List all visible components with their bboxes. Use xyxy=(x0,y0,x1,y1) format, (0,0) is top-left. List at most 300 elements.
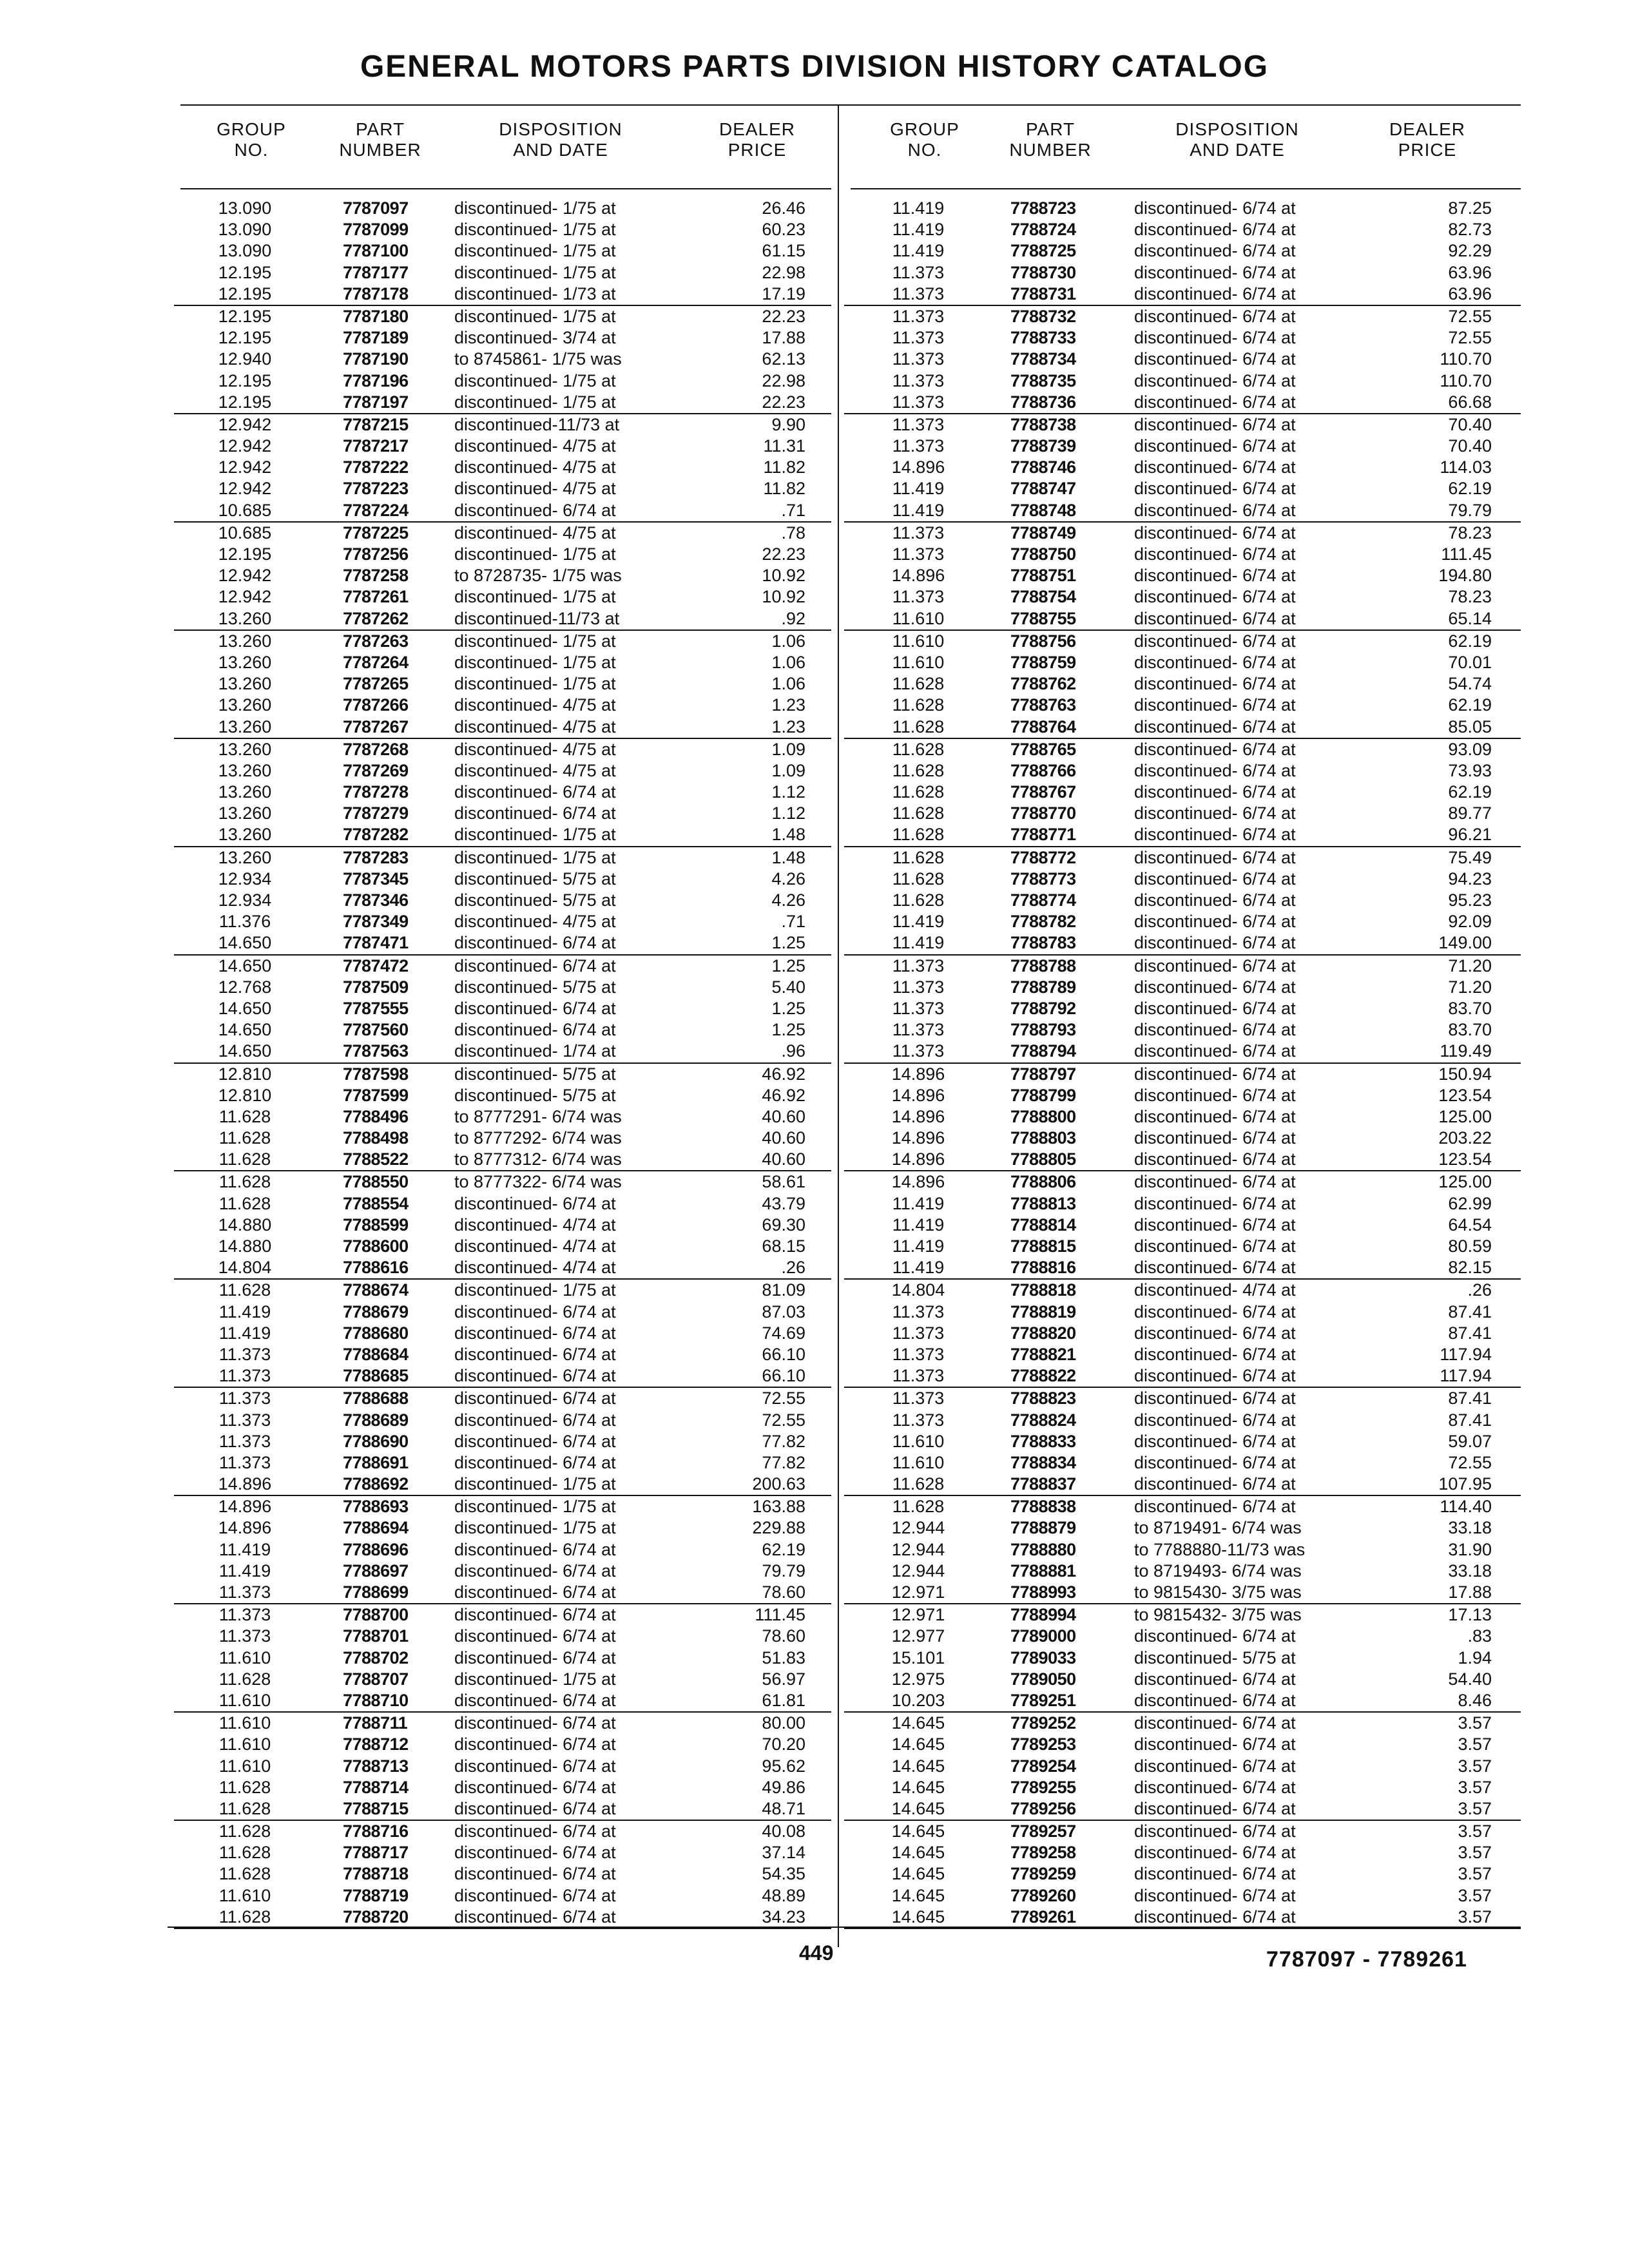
group-no: 11.628 xyxy=(218,1777,271,1797)
group-no: 12.942 xyxy=(218,457,272,477)
disposition: discontinued- 1/75 at xyxy=(454,1497,616,1517)
part-number: 7788680 xyxy=(343,1323,409,1343)
table-row xyxy=(174,1236,831,1257)
table-row xyxy=(174,284,831,306)
dealer-price: 70.20 xyxy=(762,1735,805,1754)
dealer-price: 1.94 xyxy=(1458,1648,1492,1667)
part-number: 7787217 xyxy=(343,436,409,456)
part-number: 7787349 xyxy=(343,912,409,932)
table-row xyxy=(174,1604,831,1626)
group-no: 13.090 xyxy=(218,220,272,240)
group-no: 11.373 xyxy=(892,1389,945,1408)
group-no: 11.373 xyxy=(218,1582,271,1602)
disposition: discontinued- 6/74 at xyxy=(1134,1172,1296,1192)
disposition: discontinued- 6/74 at xyxy=(1134,631,1296,651)
part-number: 7788746 xyxy=(1010,457,1076,477)
group-no: 12.195 xyxy=(218,328,272,348)
table-row xyxy=(174,1713,831,1734)
part-number: 7787599 xyxy=(343,1085,409,1105)
dealer-price: 3.57 xyxy=(1458,1798,1492,1818)
group-no: 12.195 xyxy=(218,284,272,303)
group-no: 11.628 xyxy=(892,825,945,845)
table-row xyxy=(844,803,1521,824)
disposition: discontinued- 1/75 at xyxy=(454,1474,616,1494)
disposition: discontinued- 6/74 at xyxy=(1134,739,1296,759)
table-row xyxy=(844,739,1521,760)
group-no: 13.260 xyxy=(218,608,272,628)
table-row xyxy=(174,1106,831,1128)
part-number-header-right: PART NUMBER xyxy=(1009,119,1092,160)
group-no: 11.419 xyxy=(892,1193,945,1213)
part-number: 7788554 xyxy=(343,1193,409,1213)
dealer-price: 34.23 xyxy=(762,1907,805,1927)
group-no: 11.628 xyxy=(892,716,945,736)
table-row xyxy=(174,1756,831,1777)
table-row xyxy=(174,1085,831,1106)
part-number: 7787261 xyxy=(343,587,409,607)
group-no: 11.628 xyxy=(218,1172,271,1192)
disposition: discontinued- 6/74 at xyxy=(454,1735,616,1754)
dealer-price: 92.29 xyxy=(1448,241,1492,261)
part-number: 7788789 xyxy=(1010,977,1076,997)
group-no: 13.260 xyxy=(218,631,272,651)
part-number: 7788770 xyxy=(1010,803,1076,823)
part-number: 7788685 xyxy=(343,1366,409,1386)
dealer-price: 61.15 xyxy=(762,241,805,261)
disposition: discontinued- 6/74 at xyxy=(454,500,616,520)
part-number: 7788522 xyxy=(343,1149,409,1169)
part-number: 7788792 xyxy=(1010,998,1076,1018)
group-no: 11.628 xyxy=(218,1821,271,1841)
table-row xyxy=(174,1019,831,1041)
part-number: 7788716 xyxy=(343,1821,409,1841)
group-no: 14.645 xyxy=(891,1907,945,1927)
disposition: to 7788880-11/73 was xyxy=(1134,1539,1306,1559)
dealer-price: 85.05 xyxy=(1448,716,1492,736)
disposition: discontinued- 6/74 at xyxy=(454,1885,616,1905)
dealer-price: 107.95 xyxy=(1438,1474,1492,1494)
disposition: discontinued- 6/74 at xyxy=(1134,912,1296,932)
table-row xyxy=(174,1041,831,1063)
dealer-price: 150.94 xyxy=(1438,1064,1492,1084)
group-no-header-right: GROUP NO. xyxy=(890,119,959,160)
disposition: discontinued- 4/74 at xyxy=(454,1215,616,1235)
dealer-price: 11.82 xyxy=(763,457,805,477)
disposition: discontinued- 6/74 at xyxy=(454,1843,616,1863)
group-no: 11.373 xyxy=(892,956,945,975)
dealer-price: 80.59 xyxy=(1448,1236,1492,1256)
group-no: 14.896 xyxy=(891,1128,945,1148)
dealer-price: .96 xyxy=(781,1041,805,1061)
disposition: discontinued- 6/74 at xyxy=(1134,457,1296,477)
group-no: 14.650 xyxy=(218,956,272,975)
group-no: 14.896 xyxy=(891,1149,945,1169)
group-no: 11.610 xyxy=(218,1885,271,1905)
dealer-price: 123.54 xyxy=(1438,1149,1492,1169)
disposition: discontinued- 6/74 at xyxy=(1134,566,1296,586)
dealer-price: 87.41 xyxy=(1448,1389,1492,1408)
table-row xyxy=(844,1064,1521,1085)
group-no: 11.373 xyxy=(892,544,945,564)
group-no: 11.610 xyxy=(218,1756,271,1776)
dealer-price: 11.82 xyxy=(763,479,805,499)
dealer-price: 63.96 xyxy=(1448,262,1492,282)
part-number: 7788755 xyxy=(1010,608,1076,628)
table-row xyxy=(844,586,1521,608)
group-no: 11.419 xyxy=(892,198,945,218)
table-row xyxy=(844,500,1521,523)
dealer-price: 46.92 xyxy=(762,1085,805,1105)
part-number: 7788734 xyxy=(1010,349,1076,369)
group-no: 12.195 xyxy=(218,544,272,564)
dealer-price: 22.23 xyxy=(762,392,805,412)
group-no: 12.195 xyxy=(218,306,272,326)
table-row xyxy=(174,869,831,890)
part-number: 7788803 xyxy=(1010,1128,1076,1148)
group-no: 11.373 xyxy=(892,977,945,997)
bottom-rule xyxy=(168,1927,1521,1928)
table-row xyxy=(174,370,831,392)
disposition: discontinued- 1/75 at xyxy=(454,652,616,672)
table-row xyxy=(174,1064,831,1085)
part-number: 7788707 xyxy=(343,1669,409,1689)
table-row xyxy=(174,327,831,349)
disposition: discontinued- 6/74 at xyxy=(454,1020,616,1040)
group-no: 11.373 xyxy=(218,1344,271,1364)
group-no: 14.645 xyxy=(891,1821,945,1841)
disposition: discontinued- 6/74 at xyxy=(1134,1193,1296,1213)
dealer-price: 114.03 xyxy=(1440,457,1492,477)
part-number: 7788750 xyxy=(1010,544,1076,564)
dealer-price: 1.25 xyxy=(771,1020,805,1040)
group-no: 11.373 xyxy=(892,349,945,369)
dealer-price: 229.88 xyxy=(752,1518,805,1538)
group-no: 11.373 xyxy=(892,306,945,326)
disposition: to 8745861- 1/75 was xyxy=(454,349,622,369)
part-number: 7787283 xyxy=(343,847,409,867)
disposition: discontinued- 6/74 at xyxy=(454,1302,616,1321)
group-no: 14.645 xyxy=(891,1885,945,1905)
dealer-price: 64.54 xyxy=(1448,1215,1492,1235)
table-row xyxy=(844,1777,1521,1798)
left-header-rule xyxy=(180,188,831,189)
group-no: 12.942 xyxy=(218,436,272,456)
disposition: discontinued- 6/74 at xyxy=(1134,1128,1296,1148)
group-no: 13.090 xyxy=(218,241,272,261)
disposition: discontinued- 6/74 at xyxy=(1134,1410,1296,1430)
disposition: discontinued- 6/74 at xyxy=(1134,1452,1296,1472)
dealer-price: 62.13 xyxy=(762,349,805,369)
disposition: discontinued- 6/74 at xyxy=(454,1648,616,1667)
disposition: discontinued- 4/75 at xyxy=(454,760,616,780)
dealer-price: 65.14 xyxy=(1448,608,1492,628)
group-no: 11.419 xyxy=(892,220,945,240)
disposition: to 8777322- 6/74 was xyxy=(454,1172,622,1192)
dealer-price: 77.82 xyxy=(762,1431,805,1451)
group-no: 11.628 xyxy=(218,1669,271,1689)
disposition: to 8719491- 6/74 was xyxy=(1134,1518,1302,1538)
disposition: discontinued- 6/74 at xyxy=(1134,284,1296,303)
dealer-price: 17.88 xyxy=(762,328,805,348)
disposition: discontinued- 6/74 at xyxy=(454,1193,616,1213)
group-no: 11.373 xyxy=(218,1626,271,1646)
dealer-price: 4.26 xyxy=(771,869,805,889)
group-no: 11.610 xyxy=(218,1713,271,1733)
group-no: 11.373 xyxy=(218,1452,271,1472)
disposition: discontinued- 1/75 at xyxy=(454,306,616,326)
group-no: 11.628 xyxy=(892,803,945,823)
group-no: 13.260 xyxy=(218,652,272,672)
group-no: 10.203 xyxy=(891,1690,945,1710)
group-no: 11.419 xyxy=(218,1323,271,1343)
part-number: 7788689 xyxy=(343,1410,409,1430)
disposition: discontinued- 6/74 at xyxy=(1134,328,1296,348)
dealer-price: .78 xyxy=(781,523,805,543)
group-no: 14.896 xyxy=(891,1172,945,1192)
group-no: 11.419 xyxy=(892,1215,945,1235)
group-no: 11.628 xyxy=(892,1474,945,1494)
left-parts-list xyxy=(174,198,831,1929)
disposition: discontinued- 6/74 at xyxy=(1134,1085,1296,1105)
dealer-price: 11.31 xyxy=(763,436,805,456)
disposition: discontinued- 6/74 at xyxy=(1134,1735,1296,1754)
part-number: 7788764 xyxy=(1010,716,1076,736)
part-number: 7789259 xyxy=(1010,1864,1076,1884)
dealer-price: 70.40 xyxy=(1448,414,1492,434)
disposition: discontinued- 6/74 at xyxy=(1134,847,1296,867)
group-no: 11.628 xyxy=(218,1106,271,1126)
part-number: 7788797 xyxy=(1010,1064,1076,1084)
table-row xyxy=(174,1539,831,1561)
disposition: discontinued- 6/74 at xyxy=(1134,1041,1296,1061)
part-number: 7788712 xyxy=(343,1735,409,1754)
part-number: 7788691 xyxy=(343,1452,409,1472)
disposition: discontinued- 6/74 at xyxy=(454,1561,616,1581)
group-no: 12.942 xyxy=(218,479,272,499)
dealer-price: 62.19 xyxy=(1448,631,1492,651)
right-parts-list xyxy=(844,198,1521,1929)
disposition: discontinued- 6/74 at xyxy=(1134,1497,1296,1517)
dealer-price: 78.60 xyxy=(762,1626,805,1646)
table-row xyxy=(844,695,1521,716)
disposition: discontinued- 6/74 at xyxy=(1134,1302,1296,1321)
dealer-price: 87.41 xyxy=(1448,1302,1492,1321)
group-no: 11.373 xyxy=(218,1366,271,1386)
disposition: discontinued- 4/74 at xyxy=(454,1236,616,1256)
part-number: 7788692 xyxy=(343,1474,409,1494)
disposition: discontinued- 6/74 at xyxy=(1134,1020,1296,1040)
group-no: 14.804 xyxy=(891,1280,945,1300)
table-row xyxy=(174,240,831,262)
part-number: 7788701 xyxy=(343,1626,409,1646)
table-row xyxy=(174,565,831,586)
group-no: 11.419 xyxy=(892,1236,945,1256)
dealer-price: 123.54 xyxy=(1438,1085,1492,1105)
part-number: 7787555 xyxy=(343,998,409,1018)
part-number: 7788735 xyxy=(1010,370,1076,390)
disposition: discontinued- 4/75 at xyxy=(454,479,616,499)
table-row xyxy=(174,544,831,565)
group-no: 12.810 xyxy=(218,1064,272,1084)
group-no: 13.260 xyxy=(218,760,272,780)
dealer-price: 75.49 xyxy=(1448,847,1492,867)
part-number: 7788723 xyxy=(1010,198,1076,218)
table-row xyxy=(174,392,831,414)
part-number: 7787472 xyxy=(343,956,409,975)
part-number: 7788756 xyxy=(1010,631,1076,651)
part-number: 7787225 xyxy=(343,523,409,543)
dealer-price: 49.86 xyxy=(762,1777,805,1797)
disposition: discontinued- 6/74 at xyxy=(454,1626,616,1646)
group-no: 15.101 xyxy=(891,1648,945,1667)
group-no: 12.977 xyxy=(891,1626,945,1646)
disposition: discontinued- 4/75 at xyxy=(454,739,616,759)
part-number: 7787189 xyxy=(343,328,409,348)
part-number: 7788818 xyxy=(1010,1280,1076,1300)
part-number: 7788774 xyxy=(1010,890,1076,910)
table-row xyxy=(844,219,1521,240)
table-row xyxy=(844,523,1521,544)
disposition: discontinued- 1/75 at xyxy=(454,1518,616,1538)
dealer-price: 48.71 xyxy=(762,1798,805,1818)
part-number: 7787509 xyxy=(343,977,409,997)
table-row xyxy=(844,977,1521,998)
disposition: discontinued- 6/74 at xyxy=(1134,1713,1296,1733)
dealer-price: 82.15 xyxy=(1448,1258,1492,1278)
disposition: discontinued- 6/74 at xyxy=(454,1864,616,1884)
table-row xyxy=(844,1323,1521,1344)
part-number: 7788782 xyxy=(1010,912,1076,932)
table-row xyxy=(174,1215,831,1236)
page-title: GENERAL MOTORS PARTS DIVISION HISTORY CATALOG xyxy=(360,50,1269,84)
group-no: 11.628 xyxy=(892,674,945,694)
part-number: 7787256 xyxy=(343,544,409,564)
group-no: 11.610 xyxy=(218,1690,271,1710)
table-row xyxy=(174,1410,831,1431)
disposition: discontinued- 6/74 at xyxy=(454,1756,616,1776)
table-row xyxy=(844,1669,1521,1690)
dealer-price: 62.19 xyxy=(762,1539,805,1559)
group-no: 12.934 xyxy=(218,869,272,889)
group-no: 12.942 xyxy=(218,566,272,586)
dealer-price: 95.23 xyxy=(1448,890,1492,910)
group-no: 14.896 xyxy=(891,1106,945,1126)
part-number: 7789255 xyxy=(1010,1777,1076,1797)
disposition: discontinued- 6/74 at xyxy=(1134,1366,1296,1386)
part-number: 7788702 xyxy=(343,1648,409,1667)
table-row xyxy=(844,1410,1521,1431)
dealer-price: .26 xyxy=(781,1258,805,1278)
dealer-price: 66.68 xyxy=(1448,392,1492,412)
part-number: 7788783 xyxy=(1010,933,1076,953)
table-row xyxy=(174,1149,831,1171)
disposition: discontinued- 5/75 at xyxy=(1134,1648,1296,1667)
table-row xyxy=(174,1452,831,1474)
table-row xyxy=(174,1365,831,1388)
dealer-price: 46.92 xyxy=(762,1064,805,1084)
disposition: discontinued- 4/74 at xyxy=(1134,1280,1296,1300)
table-row xyxy=(844,1734,1521,1755)
part-number: 7787222 xyxy=(343,457,409,477)
disposition: discontinued- 6/74 at xyxy=(1134,500,1296,520)
dealer-price: 1.09 xyxy=(771,760,805,780)
dealer-price: 33.18 xyxy=(1448,1561,1492,1581)
part-number: 7787197 xyxy=(343,392,409,412)
table-row xyxy=(174,1496,831,1517)
dealer-price: 60.23 xyxy=(762,220,805,240)
disposition: discontinued- 4/75 at xyxy=(454,716,616,736)
dealer-price: 1.25 xyxy=(771,933,805,953)
disposition: discontinued- 6/74 at xyxy=(1134,1258,1296,1278)
group-no: 11.628 xyxy=(218,1280,271,1300)
dealer-price: 62.99 xyxy=(1448,1193,1492,1213)
part-number: 7787258 xyxy=(343,566,409,586)
dealer-price: 78.23 xyxy=(1448,587,1492,607)
disposition: discontinued- 1/74 at xyxy=(454,1041,616,1061)
part-number: 7788720 xyxy=(343,1907,409,1927)
disposition: discontinued- 1/75 at xyxy=(454,1669,616,1689)
dealer-price: 70.40 xyxy=(1448,436,1492,456)
part-number: 7788693 xyxy=(343,1497,409,1517)
disposition: discontinued- 1/75 at xyxy=(454,220,616,240)
part-number: 7788733 xyxy=(1010,328,1076,348)
dealer-price-header: DEALER PRICE xyxy=(718,119,796,160)
part-number: 7787265 xyxy=(343,674,409,694)
table-row xyxy=(844,349,1521,370)
dealer-price: 125.00 xyxy=(1438,1172,1492,1192)
table-row xyxy=(844,1582,1521,1604)
dealer-price: 59.07 xyxy=(1448,1431,1492,1451)
dealer-price: 194.80 xyxy=(1438,566,1492,586)
part-number: 7788814 xyxy=(1010,1215,1076,1235)
table-row xyxy=(844,1431,1521,1452)
disposition: discontinued- 6/74 at xyxy=(454,1777,616,1797)
part-number: 7789252 xyxy=(1010,1713,1076,1733)
disposition: discontinued- 1/75 at xyxy=(454,392,616,412)
table-row xyxy=(174,1885,831,1907)
part-number-header: PART NUMBER xyxy=(339,119,421,160)
dealer-price: 203.22 xyxy=(1438,1128,1492,1148)
disposition: discontinued- 1/75 at xyxy=(454,631,616,651)
part-number: 7787196 xyxy=(343,370,409,390)
group-no: 14.645 xyxy=(891,1843,945,1863)
disposition: discontinued- 6/74 at xyxy=(454,1798,616,1818)
page-number: 449 xyxy=(799,1941,834,1965)
table-row xyxy=(844,1474,1521,1496)
group-no: 14.645 xyxy=(891,1798,945,1818)
table-row xyxy=(174,349,831,370)
table-row xyxy=(174,1734,831,1755)
table-row xyxy=(844,673,1521,695)
group-no: 14.645 xyxy=(891,1713,945,1733)
disposition: discontinued- 6/74 at xyxy=(454,1907,616,1927)
dealer-price: 17.13 xyxy=(1448,1605,1492,1625)
table-row xyxy=(844,1085,1521,1106)
disposition: to 8728735- 1/75 was xyxy=(454,566,622,586)
disposition: discontinued- 6/74 at xyxy=(1134,716,1296,736)
group-no: 11.373 xyxy=(892,1410,945,1430)
dealer-price: 1.06 xyxy=(771,631,805,651)
table-row xyxy=(844,327,1521,349)
disposition: discontinued- 6/74 at xyxy=(1134,392,1296,412)
dealer-price: 73.93 xyxy=(1448,760,1492,780)
disposition: discontinued- 6/74 at xyxy=(1134,587,1296,607)
dealer-price: 83.70 xyxy=(1448,998,1492,1018)
dealer-price: 3.57 xyxy=(1458,1821,1492,1841)
group-no: 11.373 xyxy=(892,262,945,282)
group-no: 12.971 xyxy=(891,1582,945,1602)
group-no: 12.934 xyxy=(218,890,272,910)
